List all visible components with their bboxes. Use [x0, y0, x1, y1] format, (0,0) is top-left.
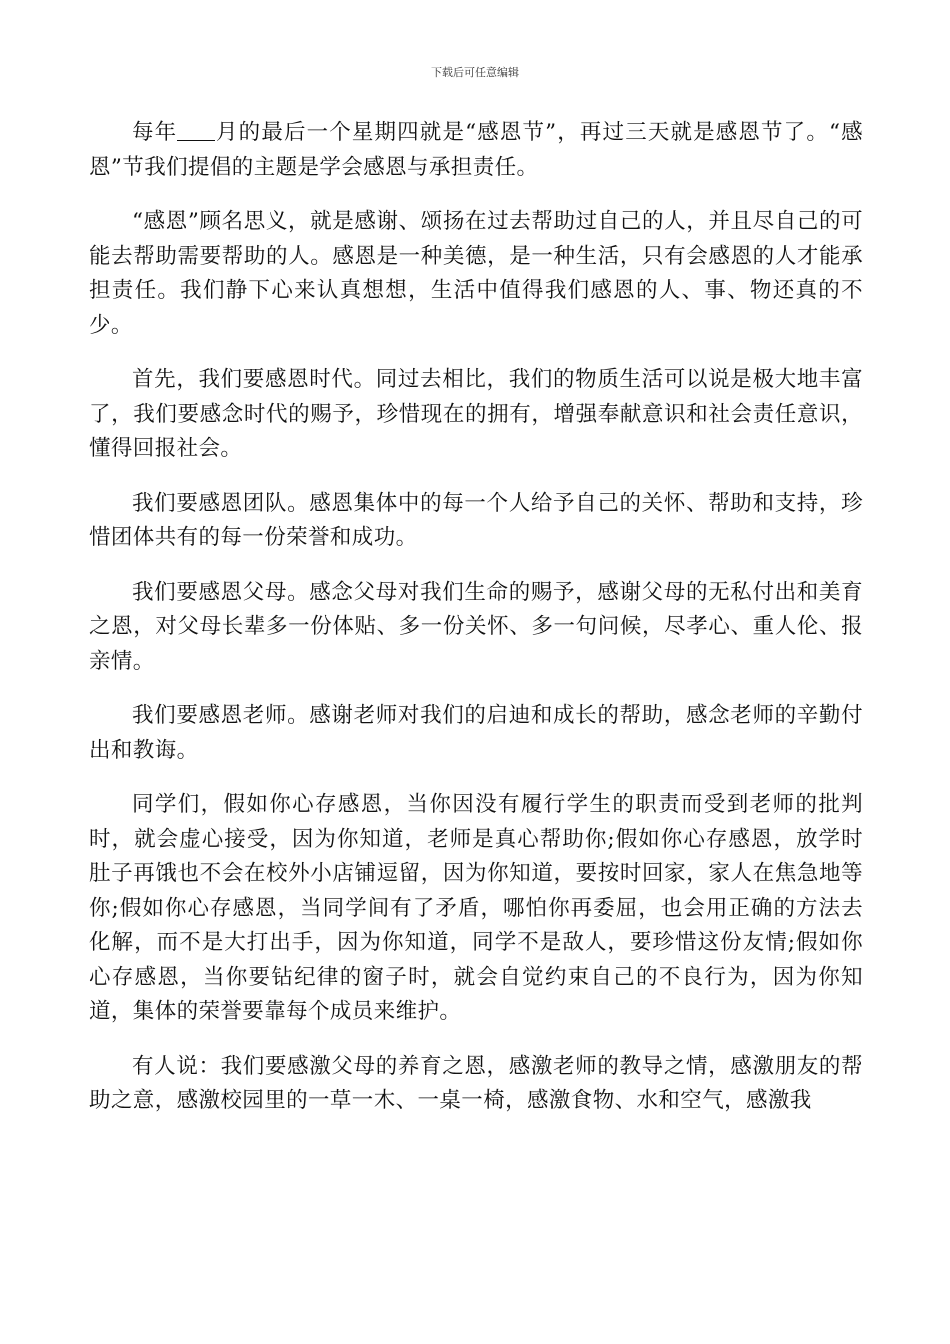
paragraph-parents: 我们要感恩父母。感念父母对我们生命的赐予，感谢父母的无私付出和美育之恩，对父母长辈多一份体贴、多一份关怀、多一句问候，尽孝心、重人伦、报亲情。 — [89, 579, 863, 674]
paragraph-teachers: 我们要感恩老师。感谢老师对我们的启迪和成长的帮助，感念老师的辛勤付出和教诲。 — [89, 703, 863, 763]
fill-in-blank — [177, 120, 215, 141]
paragraph-era: 首先，我们要感恩时代。同过去相比，我们的物质生活可以说是极大地丰富了，我们要感念时代的赐予，珍惜现在的拥有，增强奉献意识和社会责任意识，懂得回报社会。 — [89, 367, 863, 461]
page-header-note: 下载后可任意编辑 — [431, 66, 519, 79]
paragraph-intro-start: 每年 — [132, 120, 178, 145]
document-body — [89, 116, 863, 1139]
paragraph-intro — [89, 116, 863, 185]
paragraph-meaning: “感恩”顾名思义，就是感谢、颂扬在过去帮助过自己的人，并且尽自己的可能去帮助需要帮助的人。感恩是一种美德，是一种生活，只有会感恩的人才能承担责任。我们静下心来认真想想，生活中值得我们感恩的人、事、物还真的不少。 — [89, 209, 863, 338]
paragraph-intro-rest: 月的最后一个星期四就是“感恩节”，再过三天就是感恩节了。“感恩”节我们提倡的主题是学会感恩与承担责任。 — [89, 120, 863, 180]
paragraph-classmates: 同学们，假如你心存感恩，当你因没有履行学生的职责而受到老师的批判时，就会虚心接受，因为你知道，老师是真心帮助你;假如你心存感恩，放学时肚子再饿也不会在校外小店铺逗留，因为你知道，要按时回家，家人在焦急地等你;假如你心存感恩，当同学间有了矛盾，哪怕你再委屈，也会用正确的方法去化解，而不是大打出手，因为你知道，同学不是敌人，要珍惜这份友情;假如你心存感恩，当你要钻纪律的窗子时，就会自觉约束自己的不良行为，因为你知道，集体的荣誉要靠每个成员来维护。 — [89, 792, 863, 1024]
paragraph-quote: 有人说：我们要感激父母的养育之恩，感激老师的教导之情，感激朋友的帮助之意，感激校园里的一草一木、一桌一椅，感激食物、水和空气，感激我 — [89, 1053, 863, 1113]
paragraph-team: 我们要感恩团队。感恩集体中的每一个人给予自己的关怀、帮助和支持，珍惜团体共有的每一份荣誉和成功。 — [89, 490, 863, 550]
